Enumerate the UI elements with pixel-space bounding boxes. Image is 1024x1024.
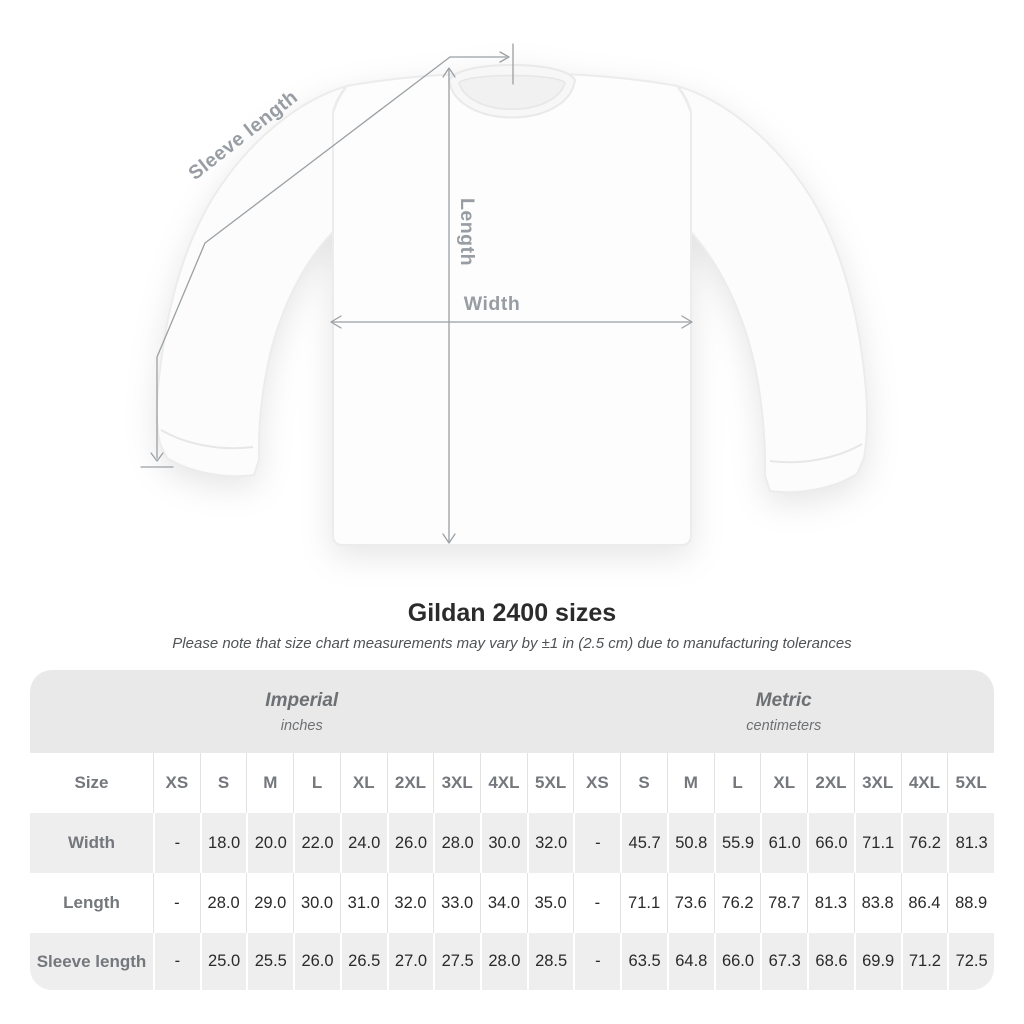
- width-label: Width: [463, 293, 521, 315]
- value-cell: 71.1: [854, 813, 901, 873]
- value-cell: 22.0: [293, 813, 340, 873]
- value-cell: 20.0: [246, 813, 293, 873]
- value-cell: 67.3: [760, 933, 807, 990]
- size-header-cell: XL: [340, 753, 387, 813]
- value-cell: 25.5: [246, 933, 293, 990]
- metric-group-title: Metric: [755, 689, 812, 711]
- value-cell: 32.0: [527, 813, 574, 873]
- value-cell: 78.7: [760, 873, 807, 933]
- size-table-grid: [30, 670, 994, 990]
- value-cell: -: [153, 813, 200, 873]
- value-cell: 50.8: [667, 813, 714, 873]
- size-header-cell: 2XL: [387, 753, 434, 813]
- value-cell: 69.9: [854, 933, 901, 990]
- metric-group-header: [573, 670, 994, 753]
- value-cell: 32.0: [387, 873, 434, 933]
- value-cell: 33.0: [433, 873, 480, 933]
- value-cell: 72.5: [947, 933, 994, 990]
- length-line: [443, 68, 455, 543]
- value-cell: 66.0: [714, 933, 761, 990]
- value-cell: -: [573, 933, 620, 990]
- value-cell: 18.0: [200, 813, 247, 873]
- value-cell: 83.8: [854, 873, 901, 933]
- imperial-group-title: Imperial: [265, 689, 339, 711]
- size-header-cell: L: [293, 753, 340, 813]
- value-cell: 76.2: [901, 813, 948, 873]
- value-cell: 88.9: [947, 873, 994, 933]
- value-cell: 35.0: [527, 873, 574, 933]
- value-cell: 55.9: [714, 813, 761, 873]
- value-cell: 27.0: [387, 933, 434, 990]
- value-cell: 28.5: [527, 933, 574, 990]
- size-header-cell: XS: [573, 753, 620, 813]
- size-header-cell: 2XL: [807, 753, 854, 813]
- size-header-cell: S: [200, 753, 247, 813]
- size-header-cell: L: [714, 753, 761, 813]
- value-cell: 27.5: [433, 933, 480, 990]
- size-table: [30, 670, 994, 990]
- value-cell: 24.0: [340, 813, 387, 873]
- value-cell: 71.1: [620, 873, 667, 933]
- value-cell: 26.5: [340, 933, 387, 990]
- value-cell: 61.0: [760, 813, 807, 873]
- value-cell: -: [153, 933, 200, 990]
- value-cell: -: [573, 873, 620, 933]
- size-header-cell: XS: [153, 753, 200, 813]
- value-cell: 66.0: [807, 813, 854, 873]
- value-cell: 29.0: [246, 873, 293, 933]
- size-header-cell: 4XL: [480, 753, 527, 813]
- value-cell: 28.0: [480, 933, 527, 990]
- value-cell: 81.3: [807, 873, 854, 933]
- value-cell: 28.0: [433, 813, 480, 873]
- size-header-cell: S: [620, 753, 667, 813]
- size-header-cell: 5XL: [947, 753, 994, 813]
- size-header-cell: M: [246, 753, 293, 813]
- value-cell: 81.3: [947, 813, 994, 873]
- value-cell: 73.6: [667, 873, 714, 933]
- metric-group-unit: centimeters: [746, 717, 822, 734]
- value-cell: 86.4: [901, 873, 948, 933]
- value-cell: 64.8: [667, 933, 714, 990]
- size-header-cell: M: [667, 753, 714, 813]
- size-header-cell: 5XL: [527, 753, 574, 813]
- value-cell: 28.0: [200, 873, 247, 933]
- value-cell: 45.7: [620, 813, 667, 873]
- row-label-sleeve-length: Sleeve length: [30, 933, 153, 990]
- value-cell: 76.2: [714, 873, 761, 933]
- value-cell: 71.2: [901, 933, 948, 990]
- value-cell: 26.0: [293, 933, 340, 990]
- value-cell: 63.5: [620, 933, 667, 990]
- page-subtitle: Please note that size chart measurements may vary by ±1 in (2.5 cm) due to manufacturing tolerances: [172, 635, 852, 652]
- value-cell: -: [573, 813, 620, 873]
- value-cell: 31.0: [340, 873, 387, 933]
- value-cell: -: [153, 873, 200, 933]
- row-label-length: Length: [30, 873, 153, 933]
- sleeve-length-label: Sleeve length: [184, 85, 303, 185]
- imperial-group-unit: inches: [280, 717, 323, 734]
- length-label: Length: [456, 198, 478, 266]
- imperial-group-header: [30, 670, 573, 753]
- size-column-header: Size: [30, 753, 153, 813]
- value-cell: 30.0: [293, 873, 340, 933]
- size-header-cell: 3XL: [854, 753, 901, 813]
- value-cell: 25.0: [200, 933, 247, 990]
- value-cell: 34.0: [480, 873, 527, 933]
- width-line: [331, 316, 692, 328]
- row-label-width: Width: [30, 813, 153, 873]
- size-header-cell: XL: [760, 753, 807, 813]
- value-cell: 30.0: [480, 813, 527, 873]
- value-cell: 68.6: [807, 933, 854, 990]
- size-header-cell: 3XL: [433, 753, 480, 813]
- value-cell: 26.0: [387, 813, 434, 873]
- page-title: Gildan 2400 sizes: [407, 599, 617, 627]
- size-header-cell: 4XL: [901, 753, 948, 813]
